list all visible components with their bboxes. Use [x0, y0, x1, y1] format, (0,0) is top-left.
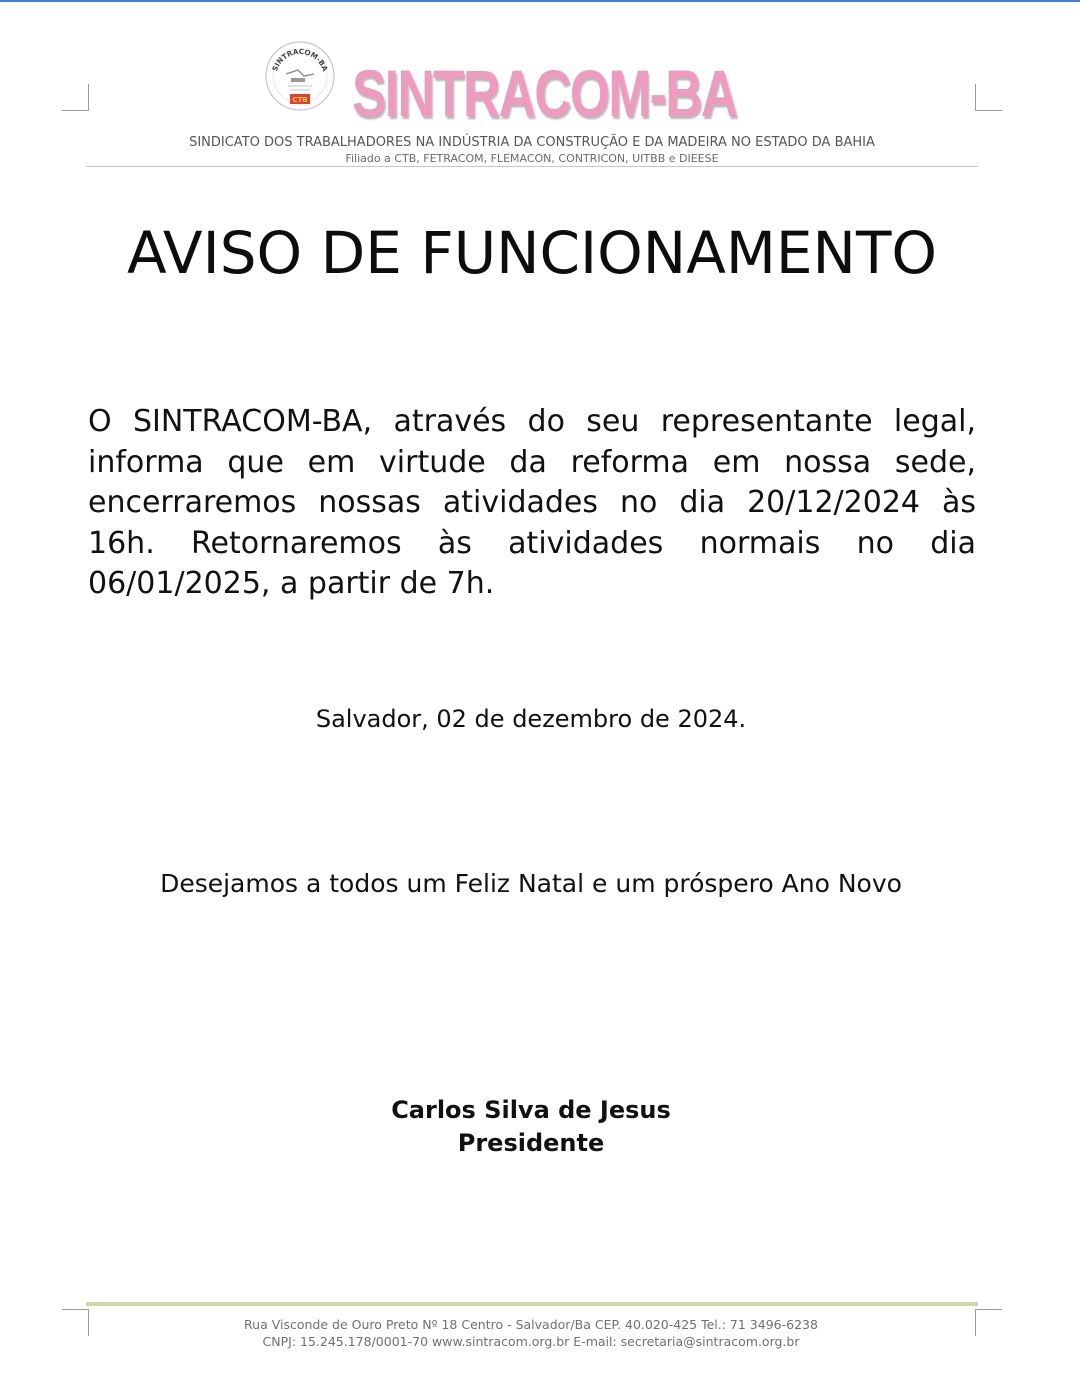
seal-badge-text: CTB	[292, 96, 308, 104]
footer-divider	[86, 1302, 978, 1306]
notice-body: O SINTRACOM-BA, através do seu representante legal, informa que em virtude da reforma em nossa sede, encerraremos nossas atividades no dia 20/12/2024 às 16h. Retornaremos às atividades normais no dia 06/01/2025, a partir de 7h.	[88, 404, 976, 601]
footer-contact: CNPJ: 15.245.178/0001-70 www.sintracom.org.br E-mail: secretaria@sintracom.org.br	[262, 1334, 800, 1349]
crop-mark-top-left	[62, 84, 89, 111]
place-and-date: Salvador, 02 de dezembro de 2024.	[315, 705, 747, 733]
signatory-role: Presidente	[457, 1129, 605, 1157]
top-accent-line	[0, 0, 1080, 2]
notice-title: AVISO DE FUNCIONAMENTO	[126, 219, 938, 287]
crop-mark-top-right	[975, 84, 1002, 111]
seal-arc-text: SINTRACOM-BA	[270, 46, 330, 73]
holiday-greeting: Desejamos a todos um Feliz Natal e um próspero Ano Novo	[160, 869, 902, 898]
footer-address: Rua Visconde de Ouro Preto Nº 18 Centro - Salvador/Ba CEP. 40.020-425 Tel.: 71 3496-6238	[244, 1317, 818, 1332]
union-seal-logo	[264, 40, 336, 112]
affiliation-line: Filiado a CTB, FETRACOM, FLEMACON, CONTRICON, UITBB e DIEESE	[345, 152, 719, 165]
brand-wordmark: SINTRACOM-BA	[352, 56, 737, 130]
signatory-name: Carlos Silva de Jesus	[391, 1096, 671, 1124]
organization-name: SINDICATO DOS TRABALHADORES NA INDÚSTRIA DA CONSTRUÇÃO E DA MADEIRA NO ESTADO DA BAHIA	[189, 135, 875, 150]
header-divider	[86, 166, 978, 167]
